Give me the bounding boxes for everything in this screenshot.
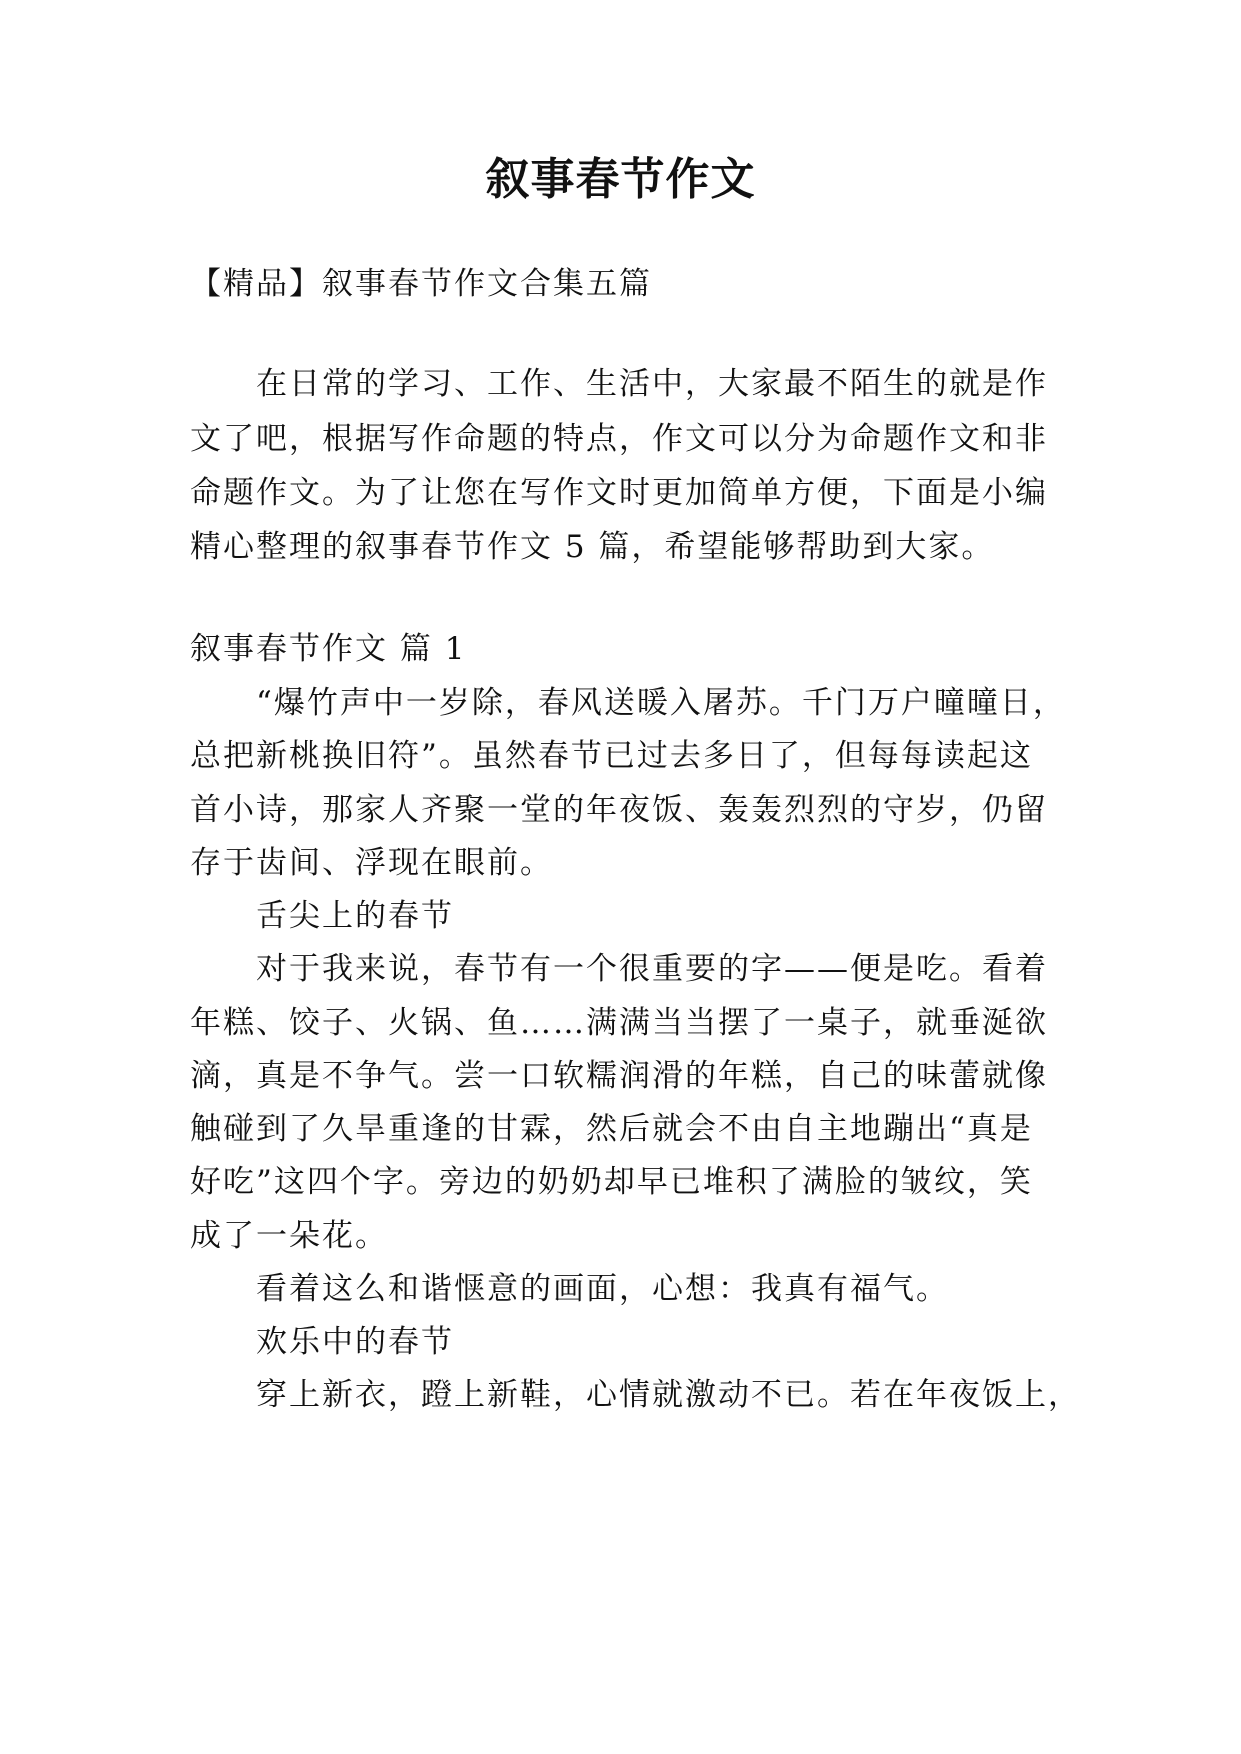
body-line: 对于我来说，春节有一个很重要的字——便是吃。看着 — [256, 951, 1048, 987]
intro-line: 在日常的学习、工作、生活中，大家最不陌生的就是作 — [256, 366, 1048, 402]
document-title: 叙事春节作文 — [485, 154, 756, 205]
body-line: 触碰到了久旱重逢的甘霖，然后就会不由自主地蹦出“真是 — [190, 1111, 1033, 1147]
intro-line: 精心整理的叙事春节作文 5 篇，希望能够帮助到大家。 — [190, 529, 995, 565]
body-line: 看着这么和谐惬意的画面，心想：我真有福气。 — [256, 1271, 949, 1307]
body-line: 首小诗，那家人齐聚一堂的年夜饭、轰轰烈烈的守岁，仍留 — [190, 792, 1048, 828]
body-line: 穿上新衣，蹬上新鞋，心情就激动不已。若在年夜饭上， — [256, 1377, 1081, 1413]
document-subtitle: 【精品】叙事春节作文合集五篇 — [190, 266, 652, 302]
body-line: 存于齿间、浮现在眼前。 — [190, 845, 553, 881]
body-line: 滴，真是不争气。尝一口软糯润滑的年糕，自己的味蕾就像 — [190, 1058, 1048, 1094]
section-heading: 叙事春节作文 篇 1 — [190, 631, 467, 667]
subheading-line: 欢乐中的春节 — [256, 1324, 454, 1360]
body-line: 总把新桃换旧符”。虽然春节已过去多日了，但每每读起这 — [190, 738, 1033, 774]
body-line: 年糕、饺子、火锅、鱼……满满当当摆了一桌子，就垂涎欲 — [190, 1005, 1048, 1041]
body-line: 成了一朵花。 — [190, 1218, 388, 1254]
body-line: 好吃”这四个字。旁边的奶奶却早已堆积了满脸的皱纹，笑 — [190, 1164, 1033, 1200]
subheading-line: 舌尖上的春节 — [256, 898, 454, 934]
intro-line: 文了吧，根据写作命题的特点，作文可以分为命题作文和非 — [190, 421, 1048, 457]
intro-line: 命题作文。为了让您在写作文时更加简单方便，下面是小编 — [190, 475, 1048, 511]
body-line: “爆竹声中一岁除，春风送暖入屠苏。千门万户曈曈日， — [256, 685, 1066, 721]
